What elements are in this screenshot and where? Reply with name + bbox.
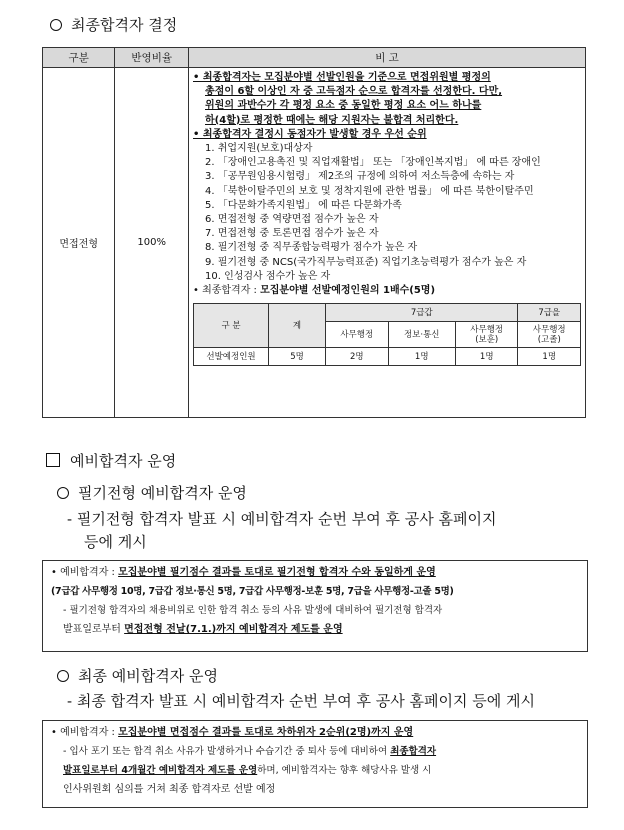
priority-item: 5. 「다문화가족지원법」 에 따른 다문화가족: [205, 199, 402, 211]
box-line: (7급갑 사무행정 10명, 7급갑 정보·통신 5명, 7급갑 사무행정-보훈 5명, 7급을 사무행정-고졸 5명): [51, 586, 454, 597]
subsection-title-written: 필기전형 예비합격자 운영: [57, 482, 247, 503]
notes-cell: [189, 68, 586, 418]
note-line: 위원의 과반수가 각 평정 요소 중 동일한 평정 요소 어느 하나를: [205, 100, 482, 112]
box-line: - 필기전형 합격자의 채용비위로 인한 합격 취소 등의 사유 발생에 대비하여 필기전형 합격자: [63, 605, 443, 616]
quota-value: 1명: [518, 348, 581, 366]
priority-item: 7. 면접전형 중 토론면접 점수가 높은 자: [205, 228, 379, 240]
final-count-line: • 최종합격자 : 모집분야별 선발예정인원의 1배수(5명): [193, 285, 436, 297]
priority-item: 1. 취업지원(보호)대상자: [205, 143, 313, 155]
priority-item: 8. 필기전형 중 직무종합능력평가 점수가 높은 자: [205, 242, 418, 254]
quota-header-7gap: 7급갑: [326, 304, 518, 322]
decision-table: [42, 47, 586, 418]
quota-value: 2명: [326, 348, 389, 366]
quota-table: [193, 303, 581, 366]
written-reserve-box: [42, 560, 588, 652]
note-line: • 최종합격자는 모집분야별 선발인원을 기준으로 면접위원별 평정의: [193, 72, 491, 83]
note-line: 하(4할)로 평정한 때에는 해당 지원자는 불합격 처리한다.: [205, 114, 459, 126]
body-text: 등에 게시: [84, 533, 147, 551]
quota-header-7eul: 7급을: [518, 304, 581, 322]
quota-sub-header: 사무행정: [326, 322, 389, 348]
circle-bullet-icon: [57, 487, 69, 499]
priority-item: 9. 필기전형 중 NCS(국가직무능력표준) 직업기초능력평가 점수가 높은 자: [205, 256, 527, 268]
quota-header-total: 계: [269, 304, 326, 348]
square-bullet-icon: [46, 453, 60, 467]
quota-header-gubun: 구 분: [194, 304, 269, 348]
priority-item: 2. 「장애인고용촉진 및 직업재활법」 또는 「장애인복지법」 에 따른 장애인: [205, 157, 541, 169]
box-line: - 입사 포기 또는 합격 취소 사유가 발생하거나 수습기간 중 퇴사 등에 대비하여 최종합격자: [63, 746, 437, 757]
row-category: 면접전형: [43, 68, 115, 418]
quota-value: 5명: [269, 348, 326, 366]
header-ratio: 반영비율: [115, 48, 189, 68]
quota-value: 1명: [455, 348, 518, 366]
quota-sub-header: 정보·통신: [388, 322, 455, 348]
priority-item: 6. 면접전형 중 역량면접 점수가 높은 자: [205, 214, 379, 226]
note-line: 총점이 6할 이상인 자 중 고득점자 순으로 합격자를 선정한다. 다만,: [205, 86, 503, 98]
header-notes: 비 고: [189, 48, 586, 68]
note-line: • 최종합격자 결정시 동점자가 발생할 경우 우선 순위: [193, 128, 427, 140]
quota-sub-header: 사무행정 (보훈): [455, 322, 518, 348]
circle-bullet-icon: [50, 19, 62, 31]
subsection-title-final: 최종 예비합격자 운영: [57, 665, 218, 686]
box-line: • 예비합격자 : 모집분야별 면접점수 결과를 토대로 차하위자 2순위(2명)까지 운영: [51, 727, 414, 738]
final-reserve-box: [42, 720, 588, 808]
priority-item: 10. 인성검사 점수가 높은 자: [205, 270, 331, 282]
box-line: 발표일로부터 4개월간 예비합격자 제도를 운영하며, 예비합격자는 향후 해당사유 발생 시: [63, 765, 432, 776]
circle-bullet-icon: [57, 670, 69, 682]
row-ratio: 100%: [115, 68, 189, 418]
body-text: - 필기전형 합격자 발표 시 예비합격자 순번 부여 후 공사 홈페이지: [67, 510, 497, 528]
header-category: 구분: [43, 48, 115, 68]
body-text: - 최종 합격자 발표 시 예비합격자 순번 부여 후 공사 홈페이지 등에 게시: [67, 692, 536, 710]
box-line: • 예비합격자 : 모집분야별 필기점수 결과를 토대로 필기전형 합격자 수와 동일하게 운영: [51, 567, 436, 578]
box-line: 발표일로부터 면접전형 전날(7.1.)까지 예비합격자 제도를 운영: [63, 624, 343, 635]
quota-row-label: 선발예정인원: [194, 348, 269, 366]
section-title-final-decision: 최종합격자 결정: [50, 14, 177, 35]
box-line: 인사위원회 심의를 거쳐 최종 합격자로 선발 예정: [63, 784, 276, 795]
quota-value: 1명: [388, 348, 455, 366]
quota-sub-header: 사무행정 (고졸): [518, 322, 581, 348]
priority-item: 3. 「공무원임용시험령」 제2조의 규정에 의하여 저소득층에 속하는 자: [205, 171, 515, 183]
section-title-reserve: 예비합격자 운영: [46, 450, 176, 471]
priority-item: 4. 「북한이탈주민의 보호 및 정착지원에 관한 법률」 에 따른 북한이탈주민: [205, 185, 534, 197]
